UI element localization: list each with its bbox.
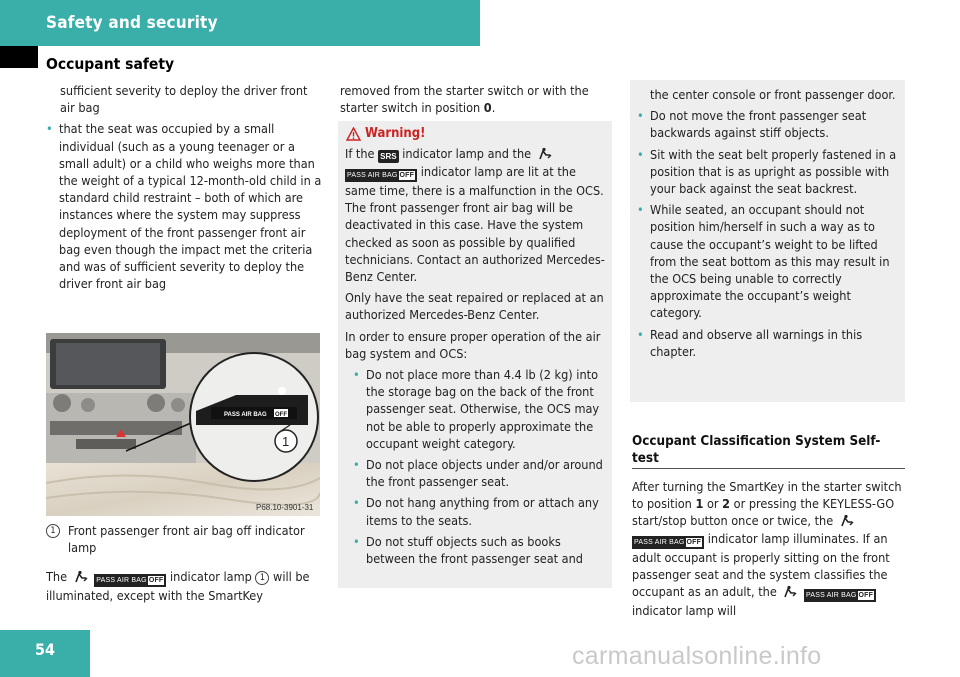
- child-seat-airbag-icon: [780, 585, 800, 599]
- pass-air-bag-off-badge: [94, 574, 166, 587]
- position-2: 2: [722, 496, 731, 512]
- intro-position: 0: [483, 100, 492, 116]
- watermark: carmanualsonline.info: [572, 642, 822, 670]
- warning-bullet: • While seated, an occupant should not position him/herself in such a way as to cause the occupant’s weight to be lifted from the seat bottom as this may result in the OCS being unable to correctly approximate the occupant’s weight category.: [637, 201, 901, 321]
- heading-divider: [632, 468, 905, 469]
- warning-triangle-icon: [346, 127, 361, 141]
- pass-air-bag-off-badge: [345, 169, 417, 182]
- bullet-item: • that the seat was occupied by a small individual (such as a young teenager or a small adult) or a child who weighs more than the weight of a typical 12-month-old child in a standard child restraint – both of which are instances where the system may suppress deployment of the front passenger front air bag even though the impact met the criteria and was of sufficient severity to deploy the driver front air bag: [46, 120, 322, 292]
- srs-icon: SRS: [380, 152, 397, 161]
- badge-text: PASS AIR BAG: [347, 172, 398, 179]
- badge-text: PASS AIR BAG: [96, 577, 147, 585]
- figure-caption-block: [46, 522, 322, 609]
- continued-text: sufficient severity to deploy the driver front air bag: [60, 83, 308, 116]
- badge-text: PASS AIR BAG: [806, 592, 857, 600]
- warning-paragraph-3: In order to ensure proper operation of the air bag system and OCS:: [345, 328, 601, 361]
- intro-text: removed from the starter switch or with the starter switch in position: [340, 83, 589, 116]
- dashboard-illustration: [46, 333, 320, 516]
- self-test-text-c: indicator lamp illuminates. If an adult occupant is properly sitting on the front passenger seat and the system classifies the occupant as an adult, the: [632, 530, 890, 600]
- warning-bullet: • Sit with the seat belt properly fastened in a position that is as upright as possible with your back against the seat backrest.: [637, 146, 901, 198]
- column-2-intro: removed from the starter switch or with the starter switch in position 0.: [340, 83, 589, 116]
- para-text-post: will be illuminated, except with the SmartKey: [46, 569, 310, 604]
- warning-bullet: • Do not move the front passenger seat backwards against stiff objects.: [637, 107, 901, 141]
- child-seat-airbag-icon: [837, 514, 857, 528]
- warning-box: [338, 121, 612, 588]
- photo-label-pass-air-bag: PASS AIR BAG: [224, 412, 267, 418]
- header-tab-marker: [0, 46, 38, 68]
- section-heading: Occupant Classification System Self-test: [632, 434, 881, 466]
- column-1: [46, 82, 322, 296]
- warning-title: Warning!: [365, 126, 426, 141]
- subsection-title: Occupant safety: [46, 55, 175, 73]
- warning-bullet: • Read and observe all warnings in this chapter.: [637, 326, 901, 360]
- warning-paragraph-2: Only have the seat repaired or replaced at an authorized Mercedes-Benz Center.: [345, 290, 604, 323]
- warn-text-a: If the: [345, 146, 375, 161]
- self-test-text-d: indicator lamp will: [632, 603, 737, 619]
- section-title: Safety and security: [46, 13, 218, 33]
- warning-bullet: • Do not place more than 4.4 lb (2 kg) into the storage bag on the back of the front passenger seat. Otherwise, the OCS may not be able to properly approximate the occupant weight category.: [353, 366, 607, 452]
- position-1: 1: [695, 496, 704, 512]
- photo-callout-number: 1: [282, 434, 290, 449]
- warn-text-b: indicator lamp and the: [402, 146, 532, 161]
- badge-off: OFF: [858, 592, 874, 600]
- badge-off: OFF: [686, 538, 702, 546]
- para-text-pre: The: [46, 569, 68, 585]
- warning-paragraph-1: [345, 145, 607, 285]
- warning-bullet: • Do not stuff objects such as books between the front passenger seat and: [353, 533, 607, 567]
- para-ref-number: 1: [255, 571, 269, 585]
- badge-off: OFF: [148, 577, 164, 585]
- child-seat-airbag-icon: [71, 570, 91, 584]
- badge-off: OFF: [399, 172, 415, 179]
- figure-caption: Front passenger front air bag off indicator lamp: [68, 523, 305, 556]
- indicator-paragraph: [46, 568, 322, 604]
- para-text-mid: indicator lamp: [170, 569, 252, 585]
- dashboard-photo: [46, 333, 320, 516]
- warning-box-continued: [630, 80, 905, 402]
- self-test-text-b: or pressing the KEYLESS-GO start/stop button once or twice, the: [632, 496, 895, 529]
- warning-bullet: • Do not place objects under and/or around the front passenger seat.: [353, 456, 607, 490]
- figure-code: P68.10-3901-31: [256, 503, 314, 512]
- warning-bullet: • Do not hang anything from or attach any items to the seats.: [353, 494, 607, 528]
- page-number: 54: [34, 640, 56, 659]
- pass-air-bag-off-badge: [632, 536, 704, 549]
- caption-number: 1: [46, 524, 60, 538]
- badge-text: PASS AIR BAG: [634, 538, 685, 546]
- self-test-text-a: After turning the SmartKey in the starter switch to position: [632, 479, 902, 512]
- photo-label-off: OFF: [275, 412, 287, 418]
- child-seat-airbag-icon: [535, 147, 555, 161]
- pass-air-bag-off-badge: [804, 589, 876, 602]
- continued-text: the center console or front passenger door.: [650, 87, 896, 102]
- self-test-or: or: [706, 496, 719, 512]
- warn-text-c: indicator lamp are lit at the same time, there is a malfunction in the OCS. The front passenger front air bag will be deactivated in this case. Have the system checked as soon as possible by qualified technicians. Contact an authorized Mercedes-Benz Center.: [345, 164, 605, 285]
- self-test-paragraph: [632, 478, 907, 619]
